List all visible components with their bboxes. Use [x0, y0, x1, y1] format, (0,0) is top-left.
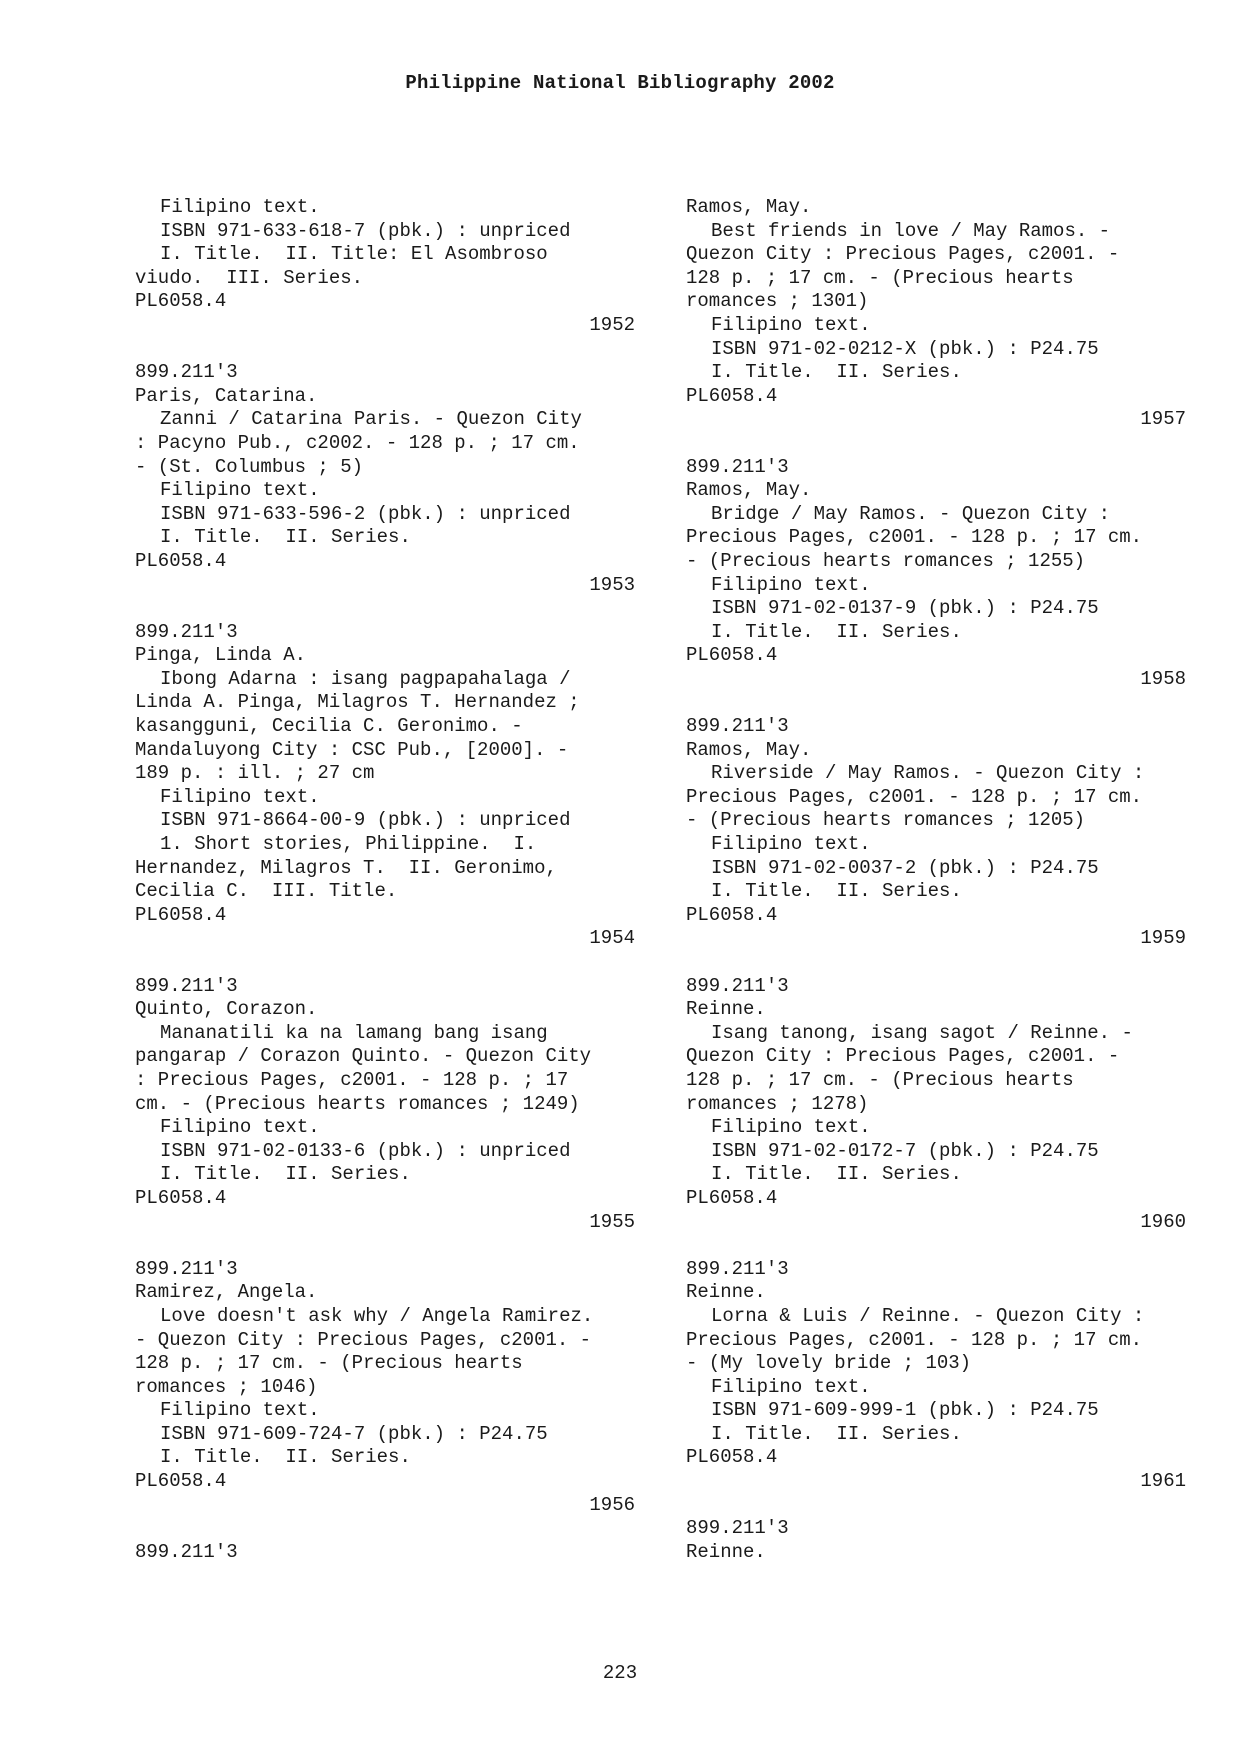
entry-line: Ibong Adarna : isang pagpapahalaga /	[160, 667, 571, 690]
entry-number: 1960	[1140, 1210, 1186, 1233]
entry-line: Ramos, May.	[686, 196, 812, 218]
entry-line: Hernandez, Milagros T. II. Geronimo,	[135, 856, 557, 879]
entry-spacer	[135, 338, 635, 362]
page-header-title: Philippine National Bibliography 2002	[405, 72, 835, 94]
entry-number: 1955	[589, 1210, 635, 1233]
entry-line: Filipino text.	[160, 785, 320, 808]
entry-line: ISBN 971-02-0172-7 (pbk.) : P24.75	[711, 1139, 1099, 1162]
entry-line: 1. Short stories, Philippine. I.	[160, 833, 537, 856]
entry-line: I. Title. II. Title: El Asombroso	[160, 243, 548, 266]
entry-line: Zanni / Catarina Paris. - Quezon City	[160, 408, 582, 431]
entry-spacer	[686, 691, 1186, 715]
entry-spacer	[686, 432, 1186, 456]
entry-line: PL6058.4	[686, 384, 778, 407]
entry-line: 899.211'3	[686, 715, 789, 738]
entry-line: Linda A. Pinga, Milagros T. Hernandez ;	[135, 691, 580, 714]
entry-line: ISBN 971-02-0133-6 (pbk.) : unpriced	[160, 1139, 571, 1162]
entry-line: ISBN 971-8664-00-9 (pbk.) : unpriced	[160, 809, 571, 832]
entry-line: 128 p. ; 17 cm. - (Precious hearts	[686, 266, 1074, 289]
entry-line: ISBN 971-609-999-1 (pbk.) : P24.75	[711, 1399, 1099, 1422]
entry-line: Ramos, May.	[686, 738, 812, 761]
entry-spacer	[135, 1517, 635, 1541]
entry-line: Quezon City : Precious Pages, c2001. -	[686, 243, 1120, 266]
entry-line: PL6058.4	[686, 1446, 778, 1469]
entry-line: Filipino text.	[711, 1116, 871, 1139]
entry-line: 899.211'3	[686, 974, 789, 997]
entry-line: - (St. Columbus ; 5)	[135, 455, 364, 478]
entry-line: Reinne.	[686, 1540, 766, 1563]
entry-line: Filipino text.	[160, 479, 320, 502]
entry-line: Mananatili ka na lamang bang isang	[160, 1021, 548, 1044]
entry-line: Filipino text.	[160, 1399, 320, 1422]
entry-line: Pinga, Linda A.	[135, 644, 307, 667]
entry-line: - (My lovely bride ; 103)	[686, 1352, 972, 1375]
entry-number: 1953	[589, 573, 635, 596]
entry-line: ISBN 971-02-0212-X (pbk.) : P24.75	[711, 337, 1099, 360]
entry-line: - (Precious hearts romances ; 1255)	[686, 549, 1086, 572]
entry-line: Filipino text.	[711, 833, 871, 856]
entry-line: ISBN 971-02-0137-9 (pbk.) : P24.75	[711, 597, 1099, 620]
entry-line: ISBN 971-633-618-7 (pbk.) : unpriced	[160, 219, 571, 242]
entry-line: ISBN 971-609-724-7 (pbk.) : P24.75	[160, 1422, 548, 1445]
entry-line: Quinto, Corazon.	[135, 998, 318, 1021]
entry-line: PL6058.4	[686, 644, 778, 667]
entry-line: PL6058.4	[686, 903, 778, 926]
entry-line: 899.211'3	[686, 455, 789, 478]
entry-line: Ramos, May.	[686, 479, 812, 502]
entry-line: romances ; 1046)	[135, 1375, 318, 1398]
entry-spacer	[135, 597, 635, 621]
entry-line: I. Title. II. Series.	[711, 880, 962, 903]
entry-spacer	[135, 1234, 635, 1258]
entry-line: I. Title. II. Series.	[711, 1163, 962, 1186]
entry-line: I. Title. II. Series.	[711, 361, 962, 384]
entry-line: PL6058.4	[135, 903, 227, 926]
entry-line: : Precious Pages, c2001. - 128 p. ; 17	[135, 1068, 569, 1091]
entry-line: Riverside / May Ramos. - Quezon City :	[711, 762, 1145, 785]
entry-line: - Quezon City : Precious Pages, c2001. -	[135, 1328, 592, 1351]
entry-line: Reinne.	[686, 1281, 766, 1304]
entry-line: Love doesn't ask why / Angela Ramirez.	[160, 1304, 594, 1327]
entry-number: 1957	[1140, 408, 1186, 431]
entry-line: PL6058.4	[686, 1186, 778, 1209]
entry-line: PL6058.4	[135, 1470, 227, 1493]
entry-line: PL6058.4	[135, 549, 227, 572]
entry-line: Best friends in love / May Ramos. -	[711, 219, 1111, 242]
entry-spacer	[686, 951, 1186, 975]
entry-line: 899.211'3	[135, 361, 238, 384]
entry-line: cm. - (Precious hearts romances ; 1249)	[135, 1092, 580, 1115]
entry-line: I. Title. II. Series.	[711, 1422, 962, 1445]
entry-line: 128 p. ; 17 cm. - (Precious hearts	[686, 1068, 1074, 1091]
entry-line: ISBN 971-633-596-2 (pbk.) : unpriced	[160, 502, 571, 525]
entry-line: Quezon City : Precious Pages, c2001. -	[686, 1045, 1120, 1068]
left-column	[135, 196, 635, 1564]
entry-line: 899.211'3	[135, 1257, 238, 1280]
entry-line: 899.211'3	[135, 620, 238, 643]
entry-line: PL6058.4	[135, 1186, 227, 1209]
entry-line: kasangguni, Cecilia C. Geronimo. -	[135, 715, 523, 738]
entry-line: 899.211'3	[686, 1517, 789, 1540]
entry-number: 1959	[1140, 927, 1186, 950]
entry-number: 1952	[589, 313, 635, 336]
entry-line: I. Title. II. Series.	[711, 620, 962, 643]
entry-spacer	[686, 1494, 1186, 1518]
entry-line: Filipino text.	[160, 196, 320, 218]
entry-line: Cecilia C. III. Title.	[135, 880, 398, 903]
entry-line: romances ; 1278)	[686, 1092, 869, 1115]
entry-line: Mandaluyong City : CSC Pub., [2000]. -	[135, 738, 569, 761]
entry-number: 1954	[589, 927, 635, 950]
entry-number: 1961	[1140, 1470, 1186, 1493]
entry-line: Isang tanong, isang sagot / Reinne. -	[711, 1021, 1133, 1044]
entry-line: Reinne.	[686, 998, 766, 1021]
entry-line: Precious Pages, c2001. - 128 p. ; 17 cm.	[686, 785, 1143, 808]
entry-line: I. Title. II. Series.	[160, 526, 411, 549]
entry-line: I. Title. II. Series.	[160, 1163, 411, 1186]
entry-line: 899.211'3	[135, 1540, 238, 1563]
entry-line: 128 p. ; 17 cm. - (Precious hearts	[135, 1352, 523, 1375]
entry-line: Paris, Catarina.	[135, 384, 318, 407]
entry-line: romances ; 1301)	[686, 290, 869, 313]
page-number: 223	[602, 1662, 638, 1684]
entry-number: 1956	[589, 1493, 635, 1516]
entry-line: Lorna & Luis / Reinne. - Quezon City :	[711, 1304, 1145, 1327]
right-column	[686, 196, 1186, 1564]
entry-number: 1958	[1140, 667, 1186, 690]
entry-line: Precious Pages, c2001. - 128 p. ; 17 cm.	[686, 526, 1143, 549]
entry-line: 189 p. : ill. ; 27 cm	[135, 762, 375, 785]
entry-spacer	[686, 1234, 1186, 1258]
entry-line: I. Title. II. Series.	[160, 1446, 411, 1469]
entry-line: Ramirez, Angela.	[135, 1281, 318, 1304]
entry-line: Filipino text.	[160, 1116, 320, 1139]
entry-line: PL6058.4	[135, 290, 227, 313]
entry-spacer	[135, 951, 635, 975]
entry-line: : Pacyno Pub., c2002. - 128 p. ; 17 cm.	[135, 431, 580, 454]
entry-line: - (Precious hearts romances ; 1205)	[686, 809, 1086, 832]
entry-line: pangarap / Corazon Quinto. - Quezon City	[135, 1045, 592, 1068]
entry-line: Filipino text.	[711, 1375, 871, 1398]
entry-line: 899.211'3	[135, 974, 238, 997]
entry-line: Precious Pages, c2001. - 128 p. ; 17 cm.	[686, 1328, 1143, 1351]
entry-line: 899.211'3	[686, 1257, 789, 1280]
entry-line: Filipino text.	[711, 573, 871, 596]
entry-line: viudo. III. Series.	[135, 266, 364, 289]
entry-line: ISBN 971-02-0037-2 (pbk.) : P24.75	[711, 856, 1099, 879]
entry-line: Filipino text.	[711, 313, 871, 336]
entry-line: Bridge / May Ramos. - Quezon City :	[711, 502, 1111, 525]
